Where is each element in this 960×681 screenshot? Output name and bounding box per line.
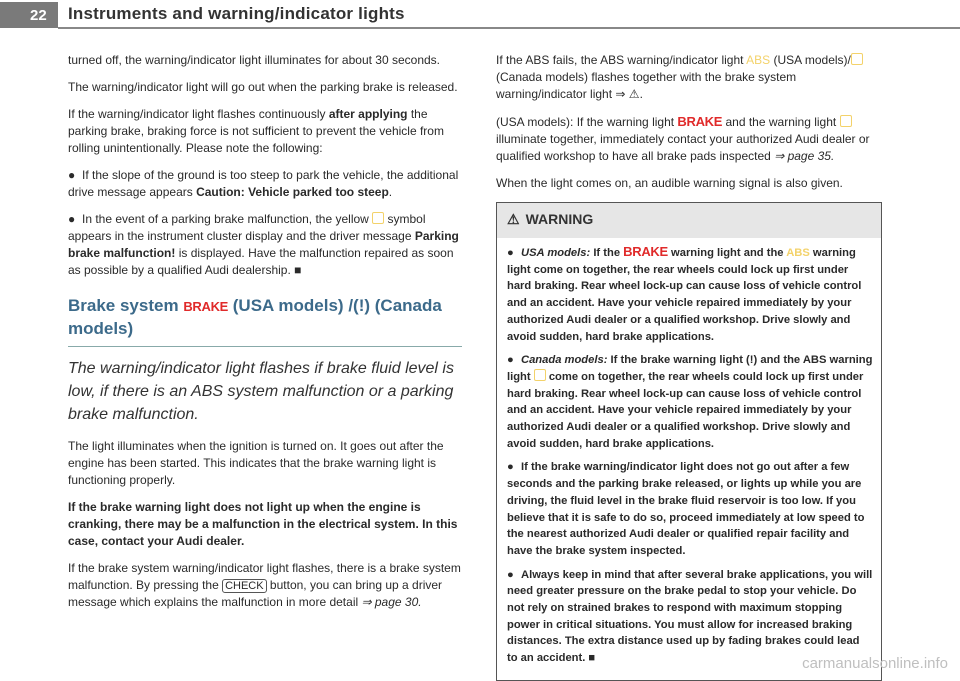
brake-icon: BRAKE (623, 244, 668, 259)
brake-pad-icon (840, 115, 852, 127)
page-number-box (0, 2, 58, 28)
watermark: carmanualsonline.info (802, 655, 948, 672)
paragraph: When the light comes on, an audible warning signal is also given. (496, 176, 843, 190)
page-reference[interactable]: ⇒ page 35. (774, 149, 835, 163)
header-rule (58, 27, 960, 29)
check-key: CHECK (222, 579, 267, 593)
section-title: Brake system BRAKE (USA models) /(!) (Canada models) (68, 296, 442, 338)
brake-icon: BRAKE (183, 299, 229, 314)
warning-item: ● Always keep in mind that after several brake applications, you will need greater pressure on the brake pedal to stop your vehicle. Do not rely on strained brakes to respond with maximum stopping power in critical situations. You must allow for increased braking distances. The extra distance used up by fading brakes could lead to an accident. ■ (507, 568, 873, 665)
paragraph: If the warning/indicator light flashes continuously after applying the parking brake, braking force is not sufficient to prevent the vehicle from rolling unintentionally. Please note the following: (68, 107, 444, 155)
paragraph: The warning/indicator light will go out when the parking brake is released. (68, 80, 458, 94)
header-title: Instruments and warning/indicator lights (68, 4, 405, 23)
brake-circle-icon: (!) (746, 354, 758, 367)
brake-circle-icon: (!) (353, 296, 371, 315)
warning-item: ● Canada models: If the brake warning light (!) and the ABS warning light come on together, the rear wheels could lock up first under hard braking. Rear wheel lock-up can cause loss of vehicle control and an accident. Have your vehicle repaired immediately by your authorized Audi dealer or a qualified workshop. Drive slowly and avoid sudden, hard brake applications. (507, 354, 873, 450)
abs-canada-icon (851, 53, 863, 65)
brake-icon: BRAKE (677, 114, 723, 129)
warning-header: ⚠ WARNING (497, 203, 881, 238)
page-number: 22 (30, 7, 47, 24)
abs-canada-icon (534, 369, 546, 381)
left-column (68, 52, 462, 621)
page-reference[interactable]: ⇒ page 30. (361, 595, 422, 609)
paragraph: If the ABS fails, the ABS warning/indicator light ABS (USA models)/ (Canada models) flashes together with the brake system warning/indicator light ⇒ ⚠. (496, 52, 882, 103)
warning-item: ● If the brake warning/indicator light does not go out after a few seconds and the parking brake released, or lights up while you are driving, the fluid level in the brake fluid reservoir is too low. If you believe that it is safe to do so, proceed immediately at low speed to the nearest authorized Audi dealer or qualified repair facility and have the brake system inspected. (507, 461, 865, 557)
paragraph: If the brake warning light does not light up when the engine is cranking, there may be a malfunction in the electrical system. In this case, contact your Audi dealer. (68, 500, 458, 548)
paragraph: The light illuminates when the ignition is turned on. It goes out after the engine has been started. This indicates that the brake warning light is functioning properly. (68, 439, 444, 487)
warning-triangle-icon: ⚠ (507, 211, 520, 227)
paragraph: (USA models): If the warning light BRAKE and the warning light illuminate together, immediately contact your authorized Audi dealer or qualified workshop to have all brake pads inspected ⇒ page 35. (496, 114, 870, 163)
bullet-item: ● In the event of a parking brake malfunction, the yellow symbol appears in the instrument cluster display and the driver message Parking brake malfunction! is displayed. Have the malfunction repaired as soon as possible by a qualified Audi dealership. ■ (68, 212, 459, 277)
abs-icon: ABS (786, 247, 810, 259)
warning-item: ● USA models: If the BRAKE warning light and the ABS warning light come on together, the rear wheels could lock up first under hard braking. Rear wheel lock-up can cause loss of vehicle control and an accident. Have your vehicle repaired immediately by your authorized Audi dealer or a qualified workshop. Drive slowly and avoid sudden, hard brake applications. (507, 244, 862, 343)
parking-brake-yellow-icon (372, 212, 384, 224)
warning-body (497, 238, 881, 680)
paragraph: If the brake system warning/indicator light flashes, there is a brake system malfunction. By pressing the CHECK button, you can bring up a driver message which explains the malfunction in more detail ⇒ page 30. (68, 561, 461, 609)
section-rule (68, 346, 462, 347)
warning-box (496, 202, 882, 681)
page-header (0, 0, 960, 30)
section-intro: The warning/indicator light flashes if brake fluid level is low, if there is an ABS system malfunction or a parking brake malfunction. (68, 360, 454, 423)
abs-icon: ABS (746, 53, 771, 67)
paragraph: turned off, the warning/indicator light illuminates for about 30 seconds. (68, 53, 440, 67)
right-column (496, 52, 882, 681)
bullet-item: ● If the slope of the ground is too steep to park the vehicle, the additional drive message appears Caution: Vehicle parked too steep. (68, 168, 459, 199)
warning-triangle-icon: ⚠ (628, 87, 640, 101)
